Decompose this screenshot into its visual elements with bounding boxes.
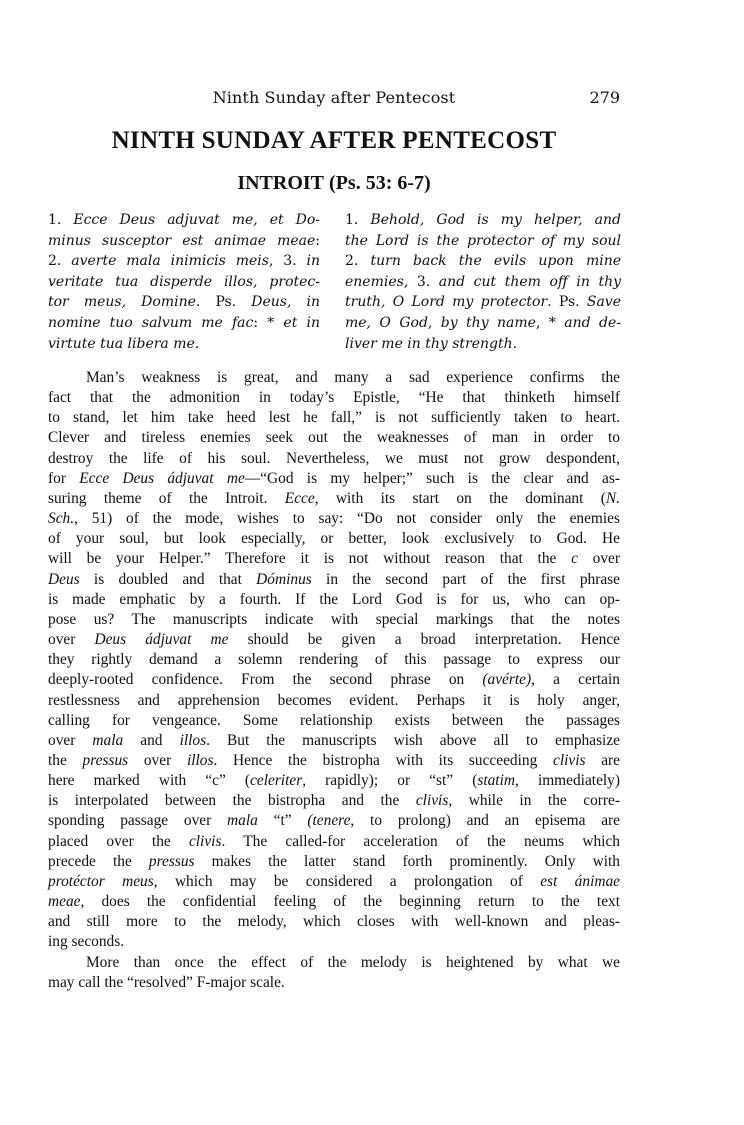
- english-line: [345, 313, 621, 334]
- text-run: placed over the: [48, 832, 189, 850]
- body-line: [48, 630, 620, 650]
- text-run: clivis: [415, 792, 449, 810]
- text-run: , rapidly); or “st” (: [302, 772, 478, 790]
- text-run: mala: [227, 812, 258, 830]
- text-run: and cut them off in thy: [438, 273, 622, 290]
- text-run: c: [571, 550, 578, 568]
- text-run: . The called-for acceleration of the neums which: [221, 832, 620, 850]
- body-line: [48, 610, 620, 630]
- text-run: Deus, in: [251, 294, 320, 311]
- body-line: [48, 811, 620, 831]
- text-run: Deus ádjuvat me: [94, 631, 229, 649]
- chapter-title: NINTH SUNDAY AFTER PENTECOST: [111, 127, 557, 154]
- body-line: [48, 953, 620, 973]
- text-run: N.: [605, 489, 621, 507]
- text-run: truth, O Lord my protector: [345, 294, 548, 311]
- latin-line: [48, 272, 320, 293]
- body-line: [48, 449, 620, 469]
- text-run: enemies: [345, 273, 404, 290]
- body-line: [48, 489, 620, 509]
- text-run: , with its start on the dominant (: [314, 489, 606, 507]
- text-run: —“God is my helper;” such is the clear and as-: [244, 469, 620, 487]
- text-run: Clever and tireless enemies seek out the weaknesses of man in order to: [48, 429, 620, 447]
- english-translation-column: [345, 210, 621, 354]
- text-run: and still more to the melody, which closes with well-known and pleas-: [48, 913, 620, 931]
- text-run: , which may be considered a prolongation of: [153, 872, 541, 890]
- text-run: and: [123, 731, 180, 749]
- section-reference: (Ps. 53: 6-7): [329, 172, 431, 194]
- text-run: . Ps.: [195, 294, 252, 311]
- body-line: [48, 428, 620, 448]
- body-line: [48, 731, 620, 751]
- body-line: [48, 368, 620, 388]
- text-run: clivis: [553, 751, 586, 769]
- text-run: : *: [253, 314, 284, 331]
- text-run: , 3.: [268, 253, 307, 270]
- text-run: mala: [92, 731, 124, 749]
- text-run: Man’s weakness is great, and many a sad experience confirms the: [86, 369, 620, 386]
- body-line: [48, 590, 620, 610]
- body-line: [48, 670, 620, 690]
- text-run: virtute tua libera me.: [48, 335, 200, 352]
- text-run: sponding passage over: [48, 812, 228, 830]
- body-line: [48, 973, 620, 993]
- commentary-body: [48, 368, 620, 993]
- english-line: [345, 334, 621, 355]
- text-run: deeply-rooted confidence. From the second phrase on: [48, 671, 483, 689]
- text-run: in: [306, 253, 320, 270]
- body-line: [48, 932, 620, 952]
- latin-line: [48, 231, 320, 252]
- text-run: suring theme of the Introit.: [48, 489, 285, 507]
- body-line: [48, 912, 620, 932]
- body-line: [48, 852, 620, 872]
- text-run: me, O God, by thy name: [345, 314, 536, 331]
- text-run: est ánimae: [540, 872, 620, 890]
- text-run: , while in the corre-: [448, 792, 620, 810]
- latin-line: [48, 251, 320, 272]
- text-run: , 3.: [403, 273, 439, 290]
- section-title: [48, 172, 620, 195]
- body-line: [48, 469, 620, 489]
- body-line: [48, 570, 620, 590]
- text-run: averte mala inimicis meis: [71, 253, 269, 270]
- english-line: [345, 231, 621, 252]
- text-run: 1.: [48, 212, 74, 228]
- text-run: the Lord is the protector of my soul: [345, 232, 621, 249]
- text-run: nomine tuo salvum me fac: [48, 314, 254, 331]
- text-run: pose us? The manuscripts indicate with special markings that the notes: [48, 610, 620, 628]
- text-run: et in: [283, 314, 320, 331]
- text-run: (avérte): [482, 671, 532, 689]
- body-line: [48, 691, 620, 711]
- text-run: 1.: [345, 212, 371, 228]
- latin-line: [48, 292, 320, 313]
- text-run: Ecce Deus ádjuvat me: [79, 469, 245, 487]
- text-run: protéctor meus: [48, 872, 154, 890]
- latin-line: [48, 313, 320, 334]
- text-run: tor meus, Domine: [48, 294, 196, 311]
- body-line: [48, 711, 620, 731]
- text-run: to stand, let him take heed lest he fall,” is not sufficiently taken to heart.: [48, 409, 620, 427]
- body-line: [48, 751, 620, 771]
- body-line: [48, 549, 620, 569]
- text-run: , *: [535, 314, 565, 331]
- text-run: clivis: [188, 832, 222, 850]
- text-run: . But the manuscripts wish above all to emphasize: [206, 731, 620, 749]
- text-run: . Ps.: [547, 294, 587, 311]
- text-run: “t”: [257, 812, 308, 830]
- latin-line: [48, 210, 320, 231]
- text-run: and de-: [564, 314, 621, 331]
- text-run: Behold, God is my helper, and: [370, 212, 621, 228]
- text-run: , immediately): [514, 772, 620, 790]
- text-run: precede the: [48, 852, 149, 870]
- text-run: liver me in thy strength.: [345, 335, 518, 352]
- running-title: Ninth Sunday after Pentecost: [212, 88, 456, 107]
- text-run: Dóminus: [256, 570, 312, 588]
- text-run: illos: [179, 731, 207, 749]
- text-run: may call the “resolved” F-major scale.: [48, 973, 285, 991]
- text-run: Sch.: [48, 510, 75, 528]
- text-run: is doubled and that: [79, 570, 257, 588]
- body-line: [48, 771, 620, 791]
- body-line: [48, 791, 620, 811]
- text-run: here marked with “c” (: [48, 772, 251, 790]
- text-run: are: [585, 751, 620, 769]
- text-run: meae: [48, 893, 81, 911]
- text-run: ing seconds.: [48, 933, 125, 951]
- text-run: More than once the effect of the melody is heightened by what we: [86, 953, 620, 971]
- text-run: over: [48, 631, 95, 649]
- body-line: [48, 388, 620, 408]
- page-number: 279: [589, 88, 620, 107]
- text-run: pressus: [82, 751, 129, 769]
- body-line: [48, 892, 620, 912]
- text-run: over: [48, 731, 93, 749]
- text-run: they rightly demand a solemn rendering of this passage to express our: [48, 651, 620, 669]
- text-run: Deus: [48, 570, 80, 588]
- text-run: makes the latter stand forth prominently. Only with: [194, 852, 620, 870]
- text-run: of your soul, but look especially, or better, look exclusively to God. He: [48, 530, 620, 548]
- running-head: [48, 88, 620, 110]
- text-run: for: [48, 469, 80, 487]
- text-run: (tenere: [307, 812, 351, 830]
- text-run: Ecce: [284, 489, 315, 507]
- body-line: [48, 650, 620, 670]
- text-run: , to prolong) and an episema are: [350, 812, 620, 830]
- text-run: statim: [477, 772, 515, 790]
- text-run: should be given a broad interpretation. Hence: [228, 631, 620, 649]
- text-run: turn back the evils upon mine: [370, 253, 621, 270]
- text-run: , a certain: [531, 671, 620, 689]
- text-run: minus susceptor est animae meae: [48, 232, 316, 249]
- text-run: , does the confidential feeling of the beginning return to the text: [80, 893, 620, 911]
- english-line: [345, 292, 621, 313]
- text-run: 2.: [48, 253, 72, 270]
- text-run: fact that the admonition in today’s Epistle, “He that thinketh himself: [48, 389, 620, 407]
- text-run: Save: [586, 294, 621, 311]
- text-run: pressus: [148, 852, 195, 870]
- text-run: illos: [186, 751, 214, 769]
- text-run: Ecce Deus adjuvat me, et Do-: [73, 212, 320, 228]
- english-line: [345, 210, 621, 231]
- body-line: [48, 872, 620, 892]
- text-run: in the second part of the first phrase: [311, 570, 620, 588]
- body-line: [48, 529, 620, 549]
- body-line: [48, 509, 620, 529]
- english-line: [345, 272, 621, 293]
- latin-line: [48, 334, 320, 355]
- text-run: the: [48, 751, 83, 769]
- text-run: 2.: [345, 253, 371, 270]
- text-run: is interpolated between the bistropha and the: [48, 792, 416, 810]
- text-run: veritate tua disperde illos, protec-: [48, 273, 320, 290]
- section-label: INTROIT: [237, 172, 325, 194]
- english-line: [345, 251, 621, 272]
- text-run: :: [315, 232, 320, 249]
- text-run: celeriter: [250, 772, 303, 790]
- text-run: destroy the life of his soul. Nevertheless, we must not grow despondent,: [48, 449, 620, 467]
- text-run: restlessness and apprehension becomes evident. Perhaps it is holy anger,: [48, 691, 620, 709]
- text-run: over: [128, 751, 187, 769]
- text-run: will be your Helper.” Therefore it is not without reason that the: [48, 550, 572, 568]
- text-run: over: [577, 550, 620, 568]
- text-run: , 51) of the mode, wishes to say: “Do not consider only the enemies: [74, 510, 620, 528]
- text-run: is made emphatic by a fourth. If the Lord God is for us, who can op-: [48, 590, 620, 608]
- text-run: . Hence the bistropha with its succeeding: [213, 751, 553, 769]
- latin-text-column: [48, 210, 320, 354]
- body-line: [48, 408, 620, 428]
- text-run: calling for vengeance. Some relationship exists between the passages: [48, 711, 620, 729]
- body-line: [48, 832, 620, 852]
